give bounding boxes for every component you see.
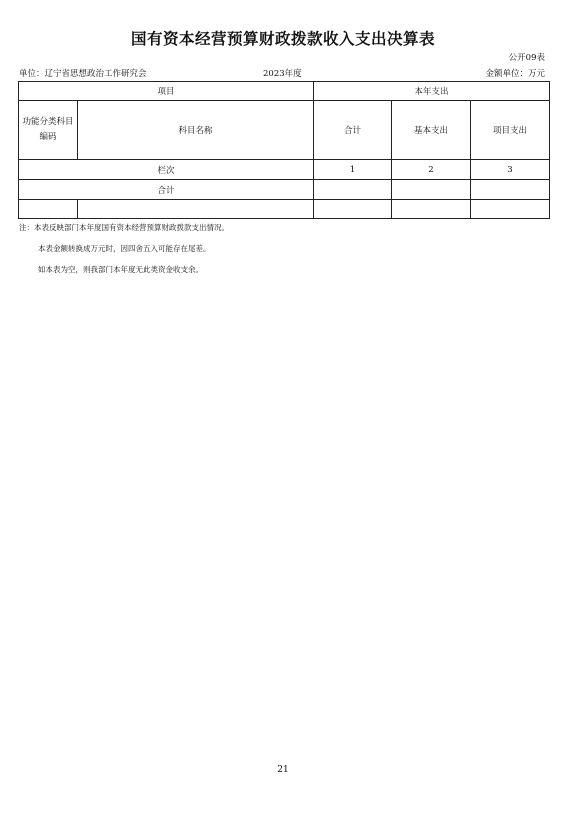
row-index-1: 1 — [314, 160, 392, 180]
notes — [19, 223, 229, 286]
column-header-name: 科目名称 — [78, 101, 314, 160]
row-total-label: 合计 — [19, 180, 314, 200]
fiscal-year: 2023年度 — [263, 69, 302, 79]
note-3: 如本表为空，则我部门本年度无此类资金收支余。 — [38, 265, 203, 274]
header-item: 项目 — [19, 82, 314, 101]
row-index-3: 3 — [471, 160, 550, 180]
table-row — [19, 180, 550, 200]
amount-unit-label: 金额单位：万元 — [485, 69, 545, 79]
table-row — [19, 160, 550, 180]
column-header-row — [19, 101, 550, 160]
table-header-row — [19, 82, 550, 101]
empty-cell — [471, 200, 550, 219]
budget-table — [18, 81, 550, 219]
form-number: 公开09表 — [508, 53, 545, 63]
unit-label: 单位：辽宁省思想政治工作研究会 — [19, 69, 147, 79]
row-total-cell — [314, 180, 392, 200]
note-1: 注：本表反映部门本年度国有资本经营预算财政拨款支出情况。 — [19, 223, 229, 232]
note-2: 本表金额转换成万元时，因四舍五入可能存在尾差。 — [38, 244, 211, 253]
table-row — [19, 200, 550, 219]
empty-cell — [78, 200, 314, 219]
row-index-label: 栏次 — [19, 160, 314, 180]
column-header-total: 合计 — [314, 101, 392, 160]
document-title: 国有资本经营预算财政拨款收入支出决算表 — [130, 30, 435, 48]
header-current-year: 本年支出 — [314, 82, 550, 101]
column-header-code: 功能分类科目编码 — [19, 101, 78, 160]
row-index-2: 2 — [392, 160, 471, 180]
empty-cell — [392, 200, 471, 219]
column-header-basic: 基本支出 — [392, 101, 471, 160]
empty-cell — [314, 200, 392, 219]
row-total-cell — [392, 180, 471, 200]
column-header-project: 项目支出 — [471, 101, 550, 160]
empty-cell — [19, 200, 78, 219]
row-total-cell — [471, 180, 550, 200]
page-number: 21 — [277, 765, 289, 775]
